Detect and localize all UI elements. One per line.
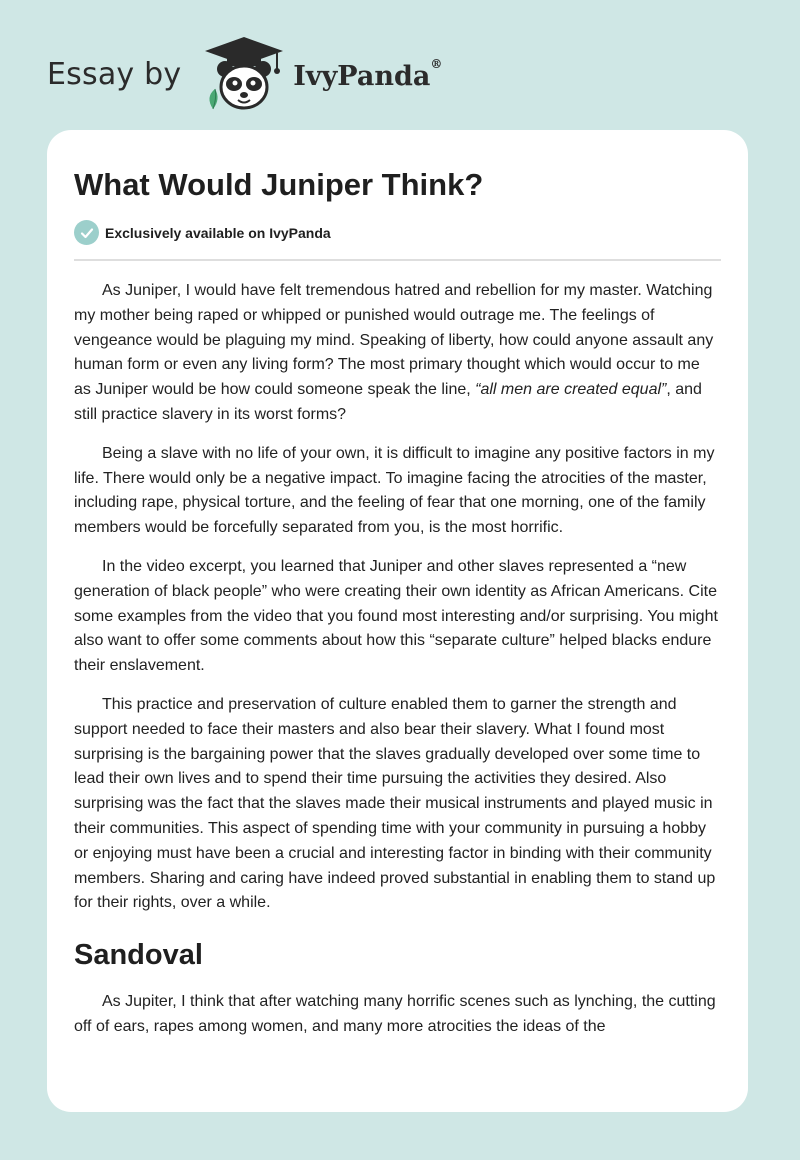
panda-logo-icon[interactable] bbox=[199, 35, 289, 113]
paragraph: In the video excerpt, you learned that Juniper and other slaves represented a “new generation of black people” who were creating their own identity as African Americans. Cite some examples from the video that you found most interesting and/or surprising. You might also want to offer some comments about how this “separate culture” helped blacks endure their enslavement. bbox=[74, 557, 718, 675]
site-header bbox=[47, 34, 547, 114]
essay-by-label: Essay by bbox=[47, 56, 182, 92]
paragraph: Being a slave with no life of your own, it is difficult to imagine any positive factors in my life. There would only be a negative impact. To imagine facing the atrocities of the master, including rape, physical torture, and the feeling of fear that one morning, one of the family members would be forcefully separated from you, is the most horrific. bbox=[74, 444, 715, 537]
essay-body bbox=[74, 279, 721, 1040]
check-icon bbox=[74, 220, 99, 245]
exclusive-badge bbox=[74, 220, 721, 261]
essay-card bbox=[47, 130, 748, 1112]
brand-name[interactable] bbox=[293, 56, 443, 92]
paragraph-text: , and still practice slavery in its worst forms? bbox=[74, 381, 702, 423]
page-title: What Would Juniper Think? bbox=[74, 167, 484, 202]
paragraph-text: As Juniper, I would have felt tremendous hatred and rebellion for my master. Watching my mother being raped or whipped or punished would outrage me. The feelings of vengeance would be plaguing my mind. Speaking of liberty, how could anyone assault any human form or even any living form? The most primary thought which would occur to me as Juniper would be how could someone speak the line, bbox=[74, 282, 714, 399]
paragraph: This practice and preservation of culture enabled them to garner the strength and support needed to face their masters and also bear their slavery. What I found most surprising is the bargaining power that the slaves gradually developed over some time to lead their own lives and to spend their time pursuing the activities they desired. Also surprising was the fact that the slaves made their musical instruments and played music in their communities. This aspect of spending time with your community in pursuing a hobby or enjoying must have been a crucial and interesting factor in binding with their community members. Sharing and caring have indeed proved substantial in enabling them to stand up for their rights, over a while. bbox=[74, 695, 716, 912]
registered-mark: ® bbox=[430, 56, 443, 71]
exclusive-badge-label: Exclusively available on IvyPanda bbox=[105, 224, 331, 241]
quote-text: “all men are created equal” bbox=[475, 381, 667, 399]
paragraph bbox=[74, 279, 721, 428]
brand-label: IvyPanda bbox=[293, 60, 431, 92]
section-heading: Sandoval bbox=[74, 939, 203, 972]
paragraph: As Jupiter, I think that after watching many horrific scenes such as lynching, the cutting off of ears, rapes among women, and many more atrocities the ideas of the bbox=[74, 993, 716, 1035]
